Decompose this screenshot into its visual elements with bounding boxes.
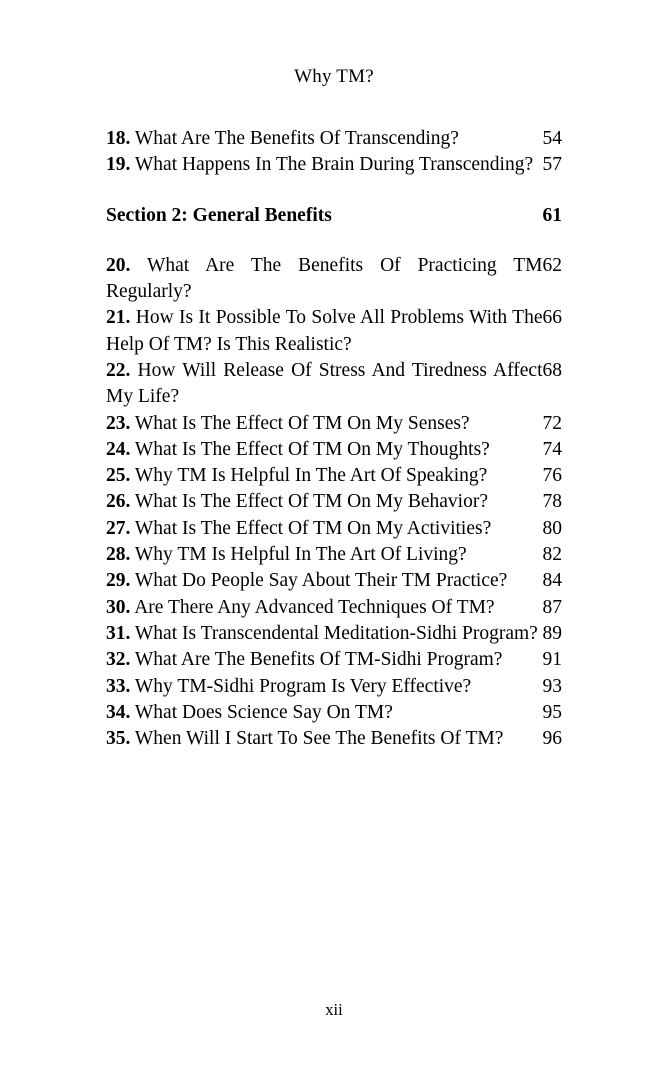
toc-entry-number: 24. [106, 438, 131, 460]
toc-entry-number: 20. [106, 254, 131, 276]
toc-entry-title: What Are The Benefits Of Transcending? [134, 128, 459, 149]
toc-entry-page: 78 [542, 491, 562, 513]
toc-entry[interactable] [106, 726, 562, 752]
toc-entry-title: What Do People Say About Their TM Practice? [134, 570, 508, 592]
toc-group-main [106, 253, 562, 753]
toc-entry-page: 84 [542, 570, 562, 592]
toc-entry-title: What Is The Effect Of TM On My Behavior? [134, 491, 488, 513]
toc-entry[interactable] [106, 253, 562, 306]
toc-entry[interactable] [106, 542, 562, 568]
toc-entry-number: 30. [106, 596, 131, 618]
toc-entry-title: What Is The Effect Of TM On My Senses? [134, 412, 470, 434]
toc-entry-number: 34. [106, 701, 131, 723]
toc-content [106, 88, 562, 753]
toc-group-top [106, 126, 562, 179]
toc-entry-number: 28. [106, 544, 131, 566]
toc-entry-title: What Are The Benefits Of Practicing TM Regularly? [106, 254, 543, 302]
toc-entry-page: 93 [542, 675, 562, 697]
toc-entry-title: What Is The Effect Of TM On My Activities? [134, 517, 492, 539]
toc-entry-page: 96 [542, 728, 562, 750]
toc-section-heading[interactable] [106, 205, 562, 227]
toc-entry[interactable] [106, 152, 562, 178]
toc-entry[interactable] [106, 463, 562, 489]
toc-entry[interactable] [106, 437, 562, 463]
toc-entry[interactable] [106, 568, 562, 594]
toc-entry-number: 21. [106, 307, 131, 329]
toc-entry-title: How Will Release Of Stress And Tiredness Affect My Life? [106, 359, 543, 408]
toc-entry-title: How Is It Possible To Solve All Problems With The Help Of TM? Is This Realistic? [106, 307, 543, 355]
toc-entry-title: What Does Science Say On TM? [134, 701, 393, 723]
toc-entry-page: 95 [542, 701, 562, 723]
toc-entry-title: Why TM Is Helpful In The Art Of Speaking? [134, 465, 488, 487]
toc-entry[interactable] [106, 411, 562, 437]
toc-entry-number: 32. [106, 649, 131, 671]
toc-entry-number: 23. [106, 412, 131, 434]
toc-entry-number: 18. [106, 128, 131, 149]
toc-entry-page: 76 [542, 465, 562, 487]
toc-entry[interactable] [106, 516, 562, 542]
toc-entry[interactable] [106, 674, 562, 700]
toc-entry-page: 68 [542, 359, 562, 381]
toc-entry-title: What Is The Effect Of TM On My Thoughts? [134, 438, 490, 460]
toc-entry-page: 66 [542, 307, 562, 329]
book-page [0, 66, 668, 1066]
toc-entry-title: What Are The Benefits Of TM-Sidhi Program? [134, 649, 503, 671]
toc-entry-page: 91 [542, 649, 562, 671]
toc-entry-number: 33. [106, 675, 131, 697]
toc-entry-title: Why TM Is Helpful In The Art Of Living? [134, 544, 467, 566]
toc-section-label: Section 2: General Benefits [106, 204, 332, 226]
toc-entry-page: 72 [542, 412, 562, 434]
toc-entry-number: 26. [106, 491, 131, 513]
toc-entry[interactable] [106, 700, 562, 726]
toc-entry-page: 87 [542, 596, 562, 618]
toc-entry-number: 22. [106, 359, 131, 381]
toc-entry[interactable] [106, 595, 562, 621]
toc-entry-number: 27. [106, 517, 131, 539]
toc-entry-page: 62 [542, 254, 562, 276]
toc-entry-page: 54 [542, 128, 562, 149]
toc-entry-number: 35. [106, 728, 131, 750]
toc-entry-number: 31. [106, 623, 131, 644]
toc-entry-title: What Happens In The Brain During Transcending? [134, 154, 534, 176]
toc-entry-title: Why TM-Sidhi Program Is Very Effective? [134, 675, 472, 697]
toc-entry-number: 19. [106, 154, 131, 176]
toc-entry[interactable] [106, 305, 562, 358]
toc-entry[interactable] [106, 621, 562, 647]
toc-entry-title: Are There Any Advanced Techniques Of TM? [134, 596, 495, 618]
toc-entry-title: When Will I Start To See The Benefits Of TM? [134, 728, 504, 750]
toc-section-page: 61 [542, 204, 562, 226]
toc-entry-page: 89 [542, 623, 562, 644]
toc-entry[interactable] [106, 358, 562, 411]
toc-entry[interactable] [106, 489, 562, 515]
toc-entry-page: 82 [542, 544, 562, 566]
toc-entry-page: 74 [542, 438, 562, 460]
toc-entry-number: 25. [106, 465, 131, 487]
running-head: Why TM? [294, 66, 374, 87]
toc-entry-page: 80 [542, 517, 562, 539]
toc-entry-number: 29. [106, 570, 131, 592]
toc-entry-title: What Is Transcendental Meditation-Sidhi Program? [134, 623, 538, 644]
page-folio: xii [325, 1000, 343, 1019]
toc-entry[interactable] [106, 126, 562, 152]
toc-entry-page: 57 [542, 154, 562, 176]
toc-entry[interactable] [106, 647, 562, 673]
